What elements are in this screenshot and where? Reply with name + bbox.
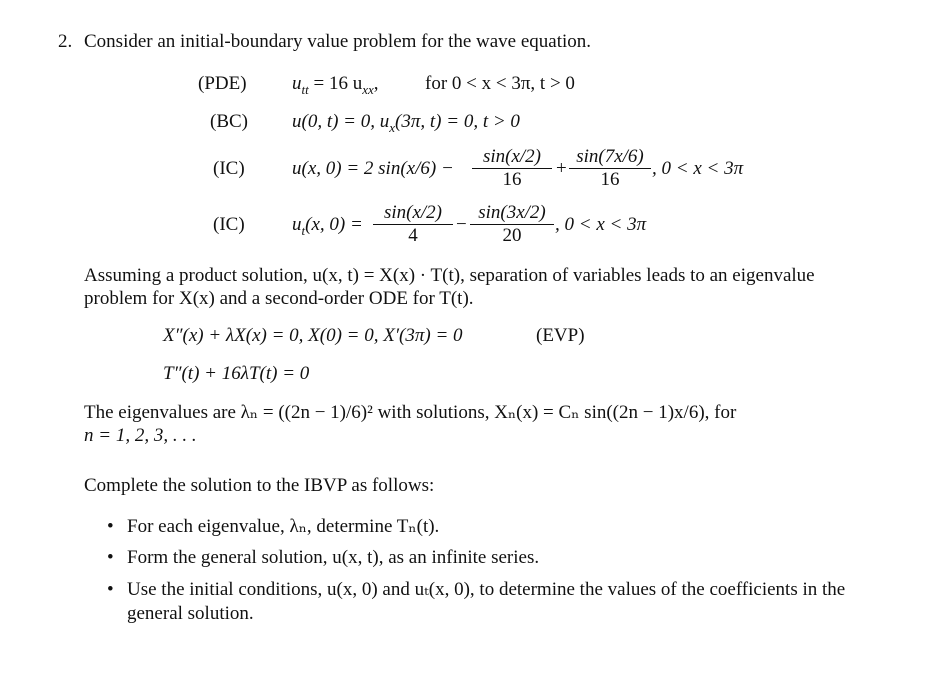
bullet-item-3-continued: [127, 603, 254, 625]
pde-rhs-sub: xx: [362, 81, 374, 97]
ic2-frac2-denominator: 20: [502, 225, 522, 246]
ic1-frac2-numerator: sin(7x/6): [569, 146, 651, 169]
ic1-fraction-2: [569, 146, 651, 191]
assume-line-2: problem for X(x) and a second-order ODE for T(t).: [84, 288, 474, 309]
ic1-label: (IC): [213, 158, 245, 179]
bullet-dot-icon: •: [107, 547, 114, 568]
pde-comma: ,: [373, 73, 379, 94]
pde-label: (PDE): [198, 73, 247, 94]
eigen-line-1: The eigenvalues are λₙ = ((2n − 1)/6)² with solutions, Xₙ(x) = Cₙ sin((2n − 1)x/6), for: [84, 402, 737, 423]
ic2-lead2: (x, 0) =: [305, 214, 363, 235]
bullet-item-2: [107, 547, 540, 569]
ic1-frac1-numerator: sin(x/2): [472, 146, 552, 169]
ic2-tail: , 0 < x < 3π: [555, 214, 647, 235]
evp-label: (EVP): [536, 325, 585, 346]
bc-expr: u(0, t) = 0, u: [292, 111, 390, 132]
ic1-frac2-denominator: 16: [600, 169, 620, 190]
ic2-label: (IC): [213, 214, 245, 235]
ic1-fraction-1: [472, 146, 552, 191]
ic2-frac1-denominator: 4: [408, 225, 418, 246]
bullet-text-2: Form the general solution, u(x, t), as an infinite series.: [127, 547, 540, 568]
pde-rhs: = 16 u: [313, 73, 363, 94]
ic2-frac2-numerator: sin(3x/2): [470, 202, 554, 225]
bullet-dot-icon: •: [107, 579, 114, 600]
ic2-sub: t: [301, 222, 306, 238]
ic2-fraction-2: [470, 202, 554, 247]
bc-label: (BC): [210, 111, 248, 132]
ic2-lead-group: [292, 214, 363, 242]
pde-domain: for 0 < x < 3π, t > 0: [425, 73, 575, 94]
ode-equation: T″(t) + 16λT(t) = 0: [163, 363, 310, 384]
ic1-frac1-denominator: 16: [502, 169, 522, 190]
ic2-frac1-numerator: sin(x/2): [373, 202, 453, 225]
ic2-operator: −: [456, 214, 467, 235]
bullet-text-4: general solution.: [127, 603, 254, 624]
ic1-tail: , 0 < x < 3π: [652, 158, 744, 179]
pde-lhs: u: [292, 73, 302, 94]
bc-expr2: (3π, t) = 0, t > 0: [395, 111, 520, 132]
complete-heading: Complete the solution to the IBVP as follows:: [84, 475, 435, 496]
pde-equation: [292, 73, 379, 101]
bc-sub: x: [389, 119, 396, 135]
bullet-dot-icon: •: [107, 516, 114, 537]
problem-number: 2.: [58, 31, 73, 52]
eigen-line-2: n = 1, 2, 3, . . .: [84, 425, 197, 446]
ic1-operator: +: [556, 158, 567, 179]
ic2-lead: u: [292, 214, 302, 235]
bullet-item-3: [107, 579, 846, 601]
problem-intro: Consider an initial-boundary value problem for the wave equation.: [84, 31, 592, 52]
bullet-text-3: Use the initial conditions, u(x, 0) and uₜ(x, 0), to determine the values of the coefficients in the: [127, 579, 846, 600]
assume-line-1: Assuming a product solution, u(x, t) = X(x) · T(t), separation of variables leads to an eigenvalue: [84, 265, 815, 286]
bullet-item-1: [107, 516, 440, 538]
evp-equation: X″(x) + λX(x) = 0, X(0) = 0, X′(3π) = 0: [163, 325, 463, 346]
bullet-text-1: For each eigenvalue, λₙ, determine Tₙ(t).: [127, 516, 440, 537]
ic1-lead: u(x, 0) = 2 sin(x/6) −: [292, 158, 454, 179]
ic2-fraction-1: [373, 202, 453, 247]
pde-lhs-sub: tt: [301, 81, 309, 97]
bc-equation: [292, 111, 520, 139]
